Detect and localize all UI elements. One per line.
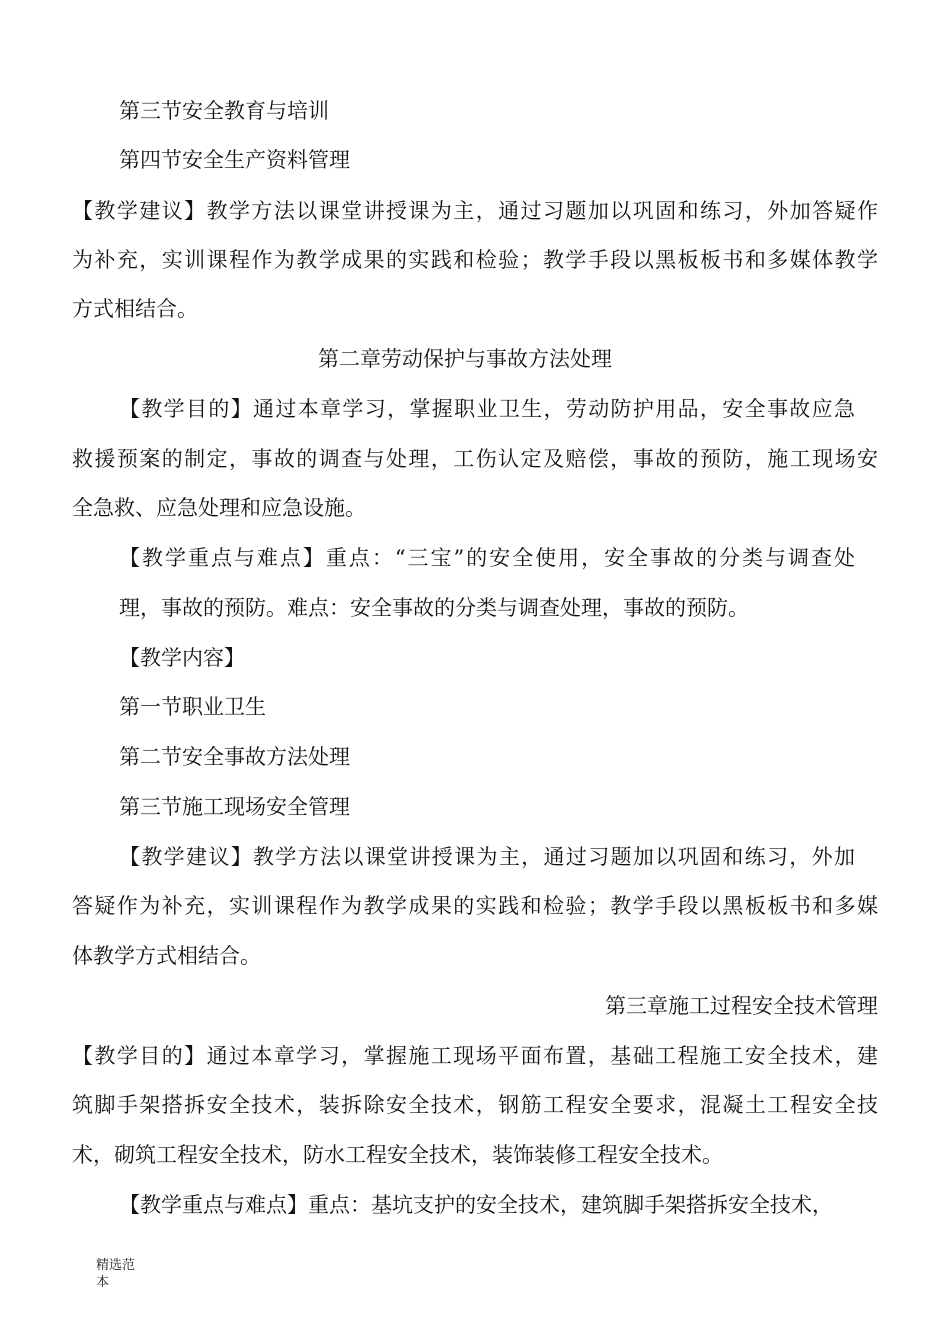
body-line: 答疑作为补充，实训课程作为教学成果的实践和检验；教学手段以黑板板书和多媒 (72, 894, 878, 918)
body-line: 术，砌筑工程安全技术，防水工程安全技术，装饰装修工程安全技术。 (72, 1143, 723, 1167)
body-line: 【教学重点与难点】重点：基坑支护的安全技术，建筑脚手架搭拆安全技术， (119, 1193, 833, 1217)
section-heading: 【教学内容】 (119, 646, 245, 670)
footer-text: 精选范 (96, 1258, 136, 1273)
footer-text: 本 (96, 1275, 110, 1290)
section-heading: 第四节安全生产资料管理 (119, 148, 350, 172)
body-line: 理，事故的预防。难点：安全事故的分类与调查处理，事故的预防。 (119, 596, 749, 620)
body-line: 为补充，实训课程作为教学成果的实践和检验；教学手段以黑板板书和多媒体教学 (72, 248, 878, 272)
body-line: 筑脚手架搭拆安全技术，装拆除安全技术，钢筋工程安全要求，混凝土工程安全技 (72, 1093, 878, 1117)
body-line: 全急救、应急处理和应急设施。 (72, 496, 366, 520)
section-heading: 第三节施工现场安全管理 (119, 795, 350, 819)
body-line: 【教学目的】通过本章学习，掌握施工现场平面布置，基础工程施工安全技术，建 (72, 1044, 878, 1068)
section-heading: 第三节安全教育与培训 (119, 99, 329, 123)
section-heading: 第一节职业卫生 (119, 695, 266, 719)
body-line: 【教学目的】通过本章学习，掌握职业卫生，劳动防护用品，安全事故应急 (119, 397, 855, 421)
section-heading: 第二节安全事故方法处理 (119, 745, 350, 769)
body-line: 【教学重点与难点】重点：“三宝”的安全使用，安全事故的分类与调查处 (119, 546, 855, 570)
chapter-title: 第三章施工过程安全技术管理 (605, 994, 878, 1018)
body-line: 【教学建议】教学方法以课堂讲授课为主，通过习题加以巩固和练习，外加答疑作 (72, 199, 878, 223)
body-line: 救援预案的制定，事故的调查与处理，工伤认定及赔偿，事故的预防，施工现场安 (72, 447, 878, 471)
chapter-title: 第二章劳动保护与事故方法处理 (318, 347, 612, 371)
body-line: 【教学建议】教学方法以课堂讲授课为主，通过习题加以巩固和练习，外加 (119, 845, 855, 869)
body-line: 方式相结合。 (72, 297, 198, 321)
body-line: 体教学方式相结合。 (72, 944, 261, 968)
